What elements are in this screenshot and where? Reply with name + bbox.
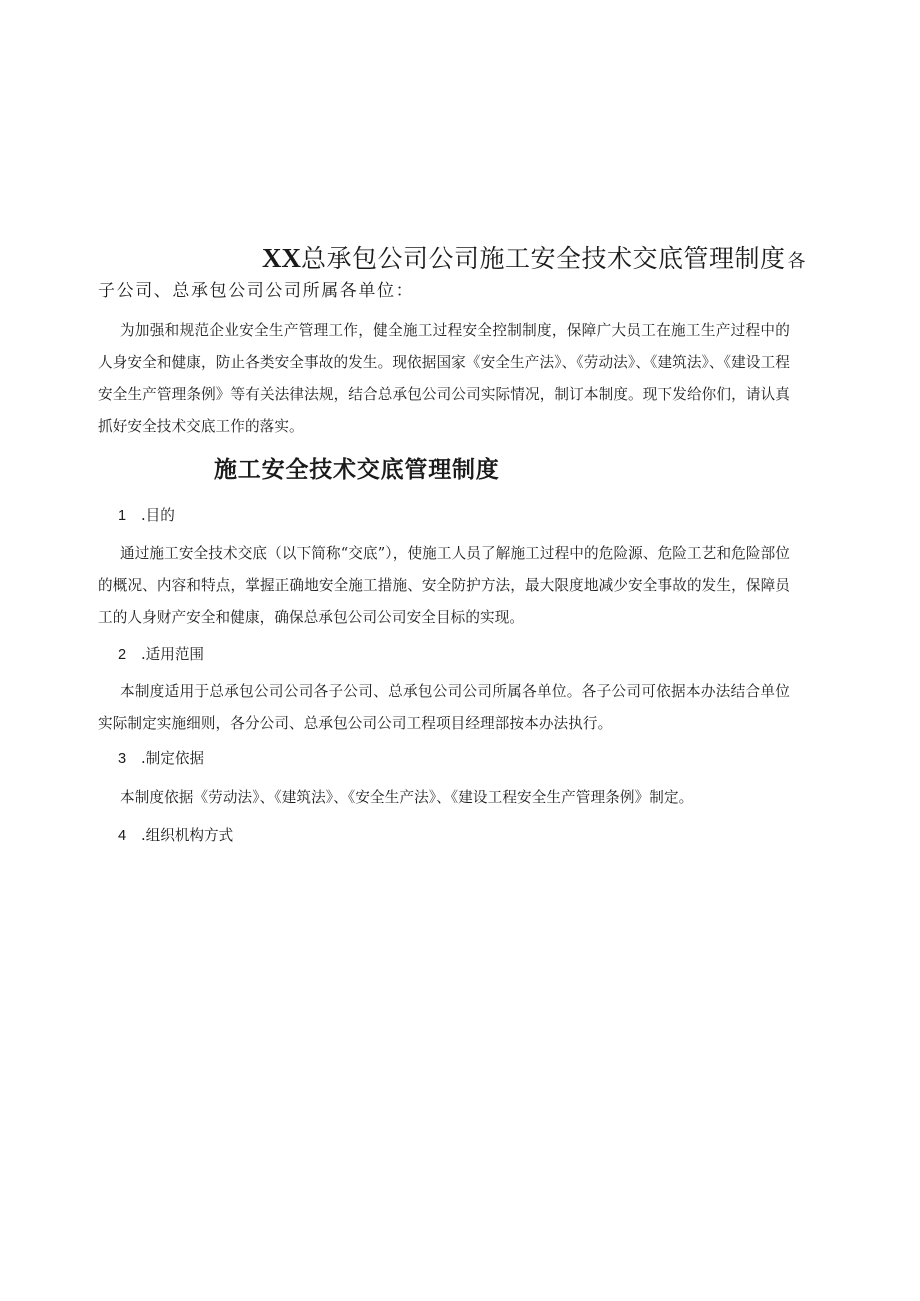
section-heading-2 bbox=[118, 642, 204, 668]
title-prefix: XX bbox=[262, 243, 301, 273]
section-paragraph-1: 通过施工安全技术交底（以下简称“交底”），使施工人员了解施工过程中的危险源、危险工艺和危险部位的概况、内容和特点，掌握正确地安全施工措施、安全防护方法，最大限度地减少安全事故的发生，保障员工的人身财产安全和健康，确保总承包公司公司安全目标的实现。 bbox=[98, 545, 790, 626]
section-heading-text: .制定依据 bbox=[141, 750, 205, 767]
section-heading-text: .适用范围 bbox=[141, 646, 205, 663]
section-heading-text: .目的 bbox=[141, 507, 175, 524]
section-paragraph-2: 本制度适用于总承包公司公司各子公司、总承包公司公司所属各单位。各子公司可依据本办法结合单位实际制定实施细则，各分公司、总承包公司公司工程项目经理部按本办法执行。 bbox=[98, 683, 790, 732]
document-title bbox=[262, 240, 806, 280]
section-paragraph-3: 本制度依据《劳动法》、《建筑法》、《安全生产法》、《建设工程安全生产管理条例》制定。 bbox=[120, 789, 694, 806]
section-number: 3 bbox=[118, 751, 127, 767]
section-number: 4 bbox=[118, 828, 127, 844]
title-main: 总承包公司公司施工安全技术交底管理制度 bbox=[301, 244, 786, 273]
section-heading-1 bbox=[118, 503, 175, 529]
section-number: 1 bbox=[118, 508, 127, 524]
section-heading-3 bbox=[118, 746, 204, 772]
section-heading-text: .组织机构方式 bbox=[141, 827, 234, 844]
addressee-line: 子公司、总承包公司公司所属各单位： bbox=[98, 281, 415, 301]
section-number: 2 bbox=[118, 647, 127, 663]
section-heading-4 bbox=[118, 823, 233, 849]
section-title: 施工安全技术交底管理制度 bbox=[214, 456, 500, 483]
title-tail: 各 bbox=[787, 251, 806, 272]
intro-paragraph: 为加强和规范企业安全生产管理工作，健全施工过程安全控制制度，保障广大员工在施工生产过程中的人身安全和健康，防止各类安全事故的发生。现依据国家《安全生产法》、《劳动法》、《建筑法》、《建设工程安全生产管理条例》等有关法律法规，结合总承包公司公司实际情况，制订本制度。现下发给你们，请认真抓好安全技术交底工作的落实。 bbox=[98, 322, 790, 435]
